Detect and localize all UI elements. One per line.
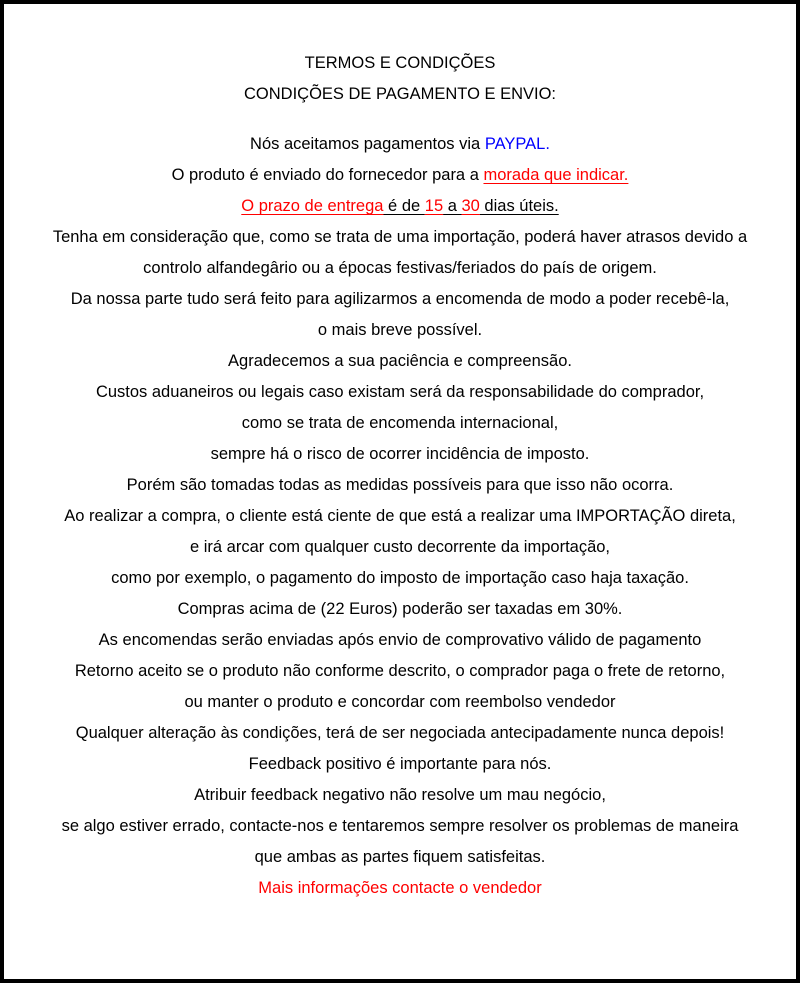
text-segment: Tenha em consideração que, como se trata de uma importação, poderá haver atrasos devido a bbox=[52, 228, 748, 246]
text-segment: sempre há o risco de ocorrer incidência de imposto. bbox=[210, 445, 590, 463]
proof-of-payment-line bbox=[20, 625, 780, 656]
text-segment: Custos aduaneiros ou legais caso existam será da responsabilidade do comprador, bbox=[95, 383, 705, 401]
text-segment: TERMOS E CONDIÇÕES bbox=[304, 54, 496, 72]
import-delay-line-1 bbox=[20, 222, 780, 253]
terms-title bbox=[20, 48, 780, 79]
text-segment: As encomendas serão enviadas após envio de comprovativo válido de pagamento bbox=[98, 631, 702, 649]
text-segment: O produto é enviado do fornecedor para a bbox=[171, 166, 484, 184]
text-segment: Atribuir feedback negativo não resolve um mau negócio, bbox=[194, 786, 606, 804]
return-policy-line-1 bbox=[20, 656, 780, 687]
address-highlight: morada que indicar. bbox=[483, 166, 629, 184]
delivery-time-line bbox=[20, 191, 780, 222]
text-segment: Qualquer alteração às condições, terá de ser negociada antecipadamente nunca depois! bbox=[75, 724, 725, 742]
text-segment: Ao realizar a compra, o cliente está ciente de que está a realizar uma IMPORTAÇÃO direta, bbox=[64, 507, 736, 525]
terms-document bbox=[4, 4, 796, 979]
customs-costs-line-1 bbox=[20, 377, 780, 408]
feedback-line-3 bbox=[20, 811, 780, 842]
text-segment: controlo alfandegârio ou a épocas festivas/feriados do país de origem. bbox=[143, 259, 657, 277]
text-segment: Porém são tomadas todas as medidas possíveis para que isso não ocorra. bbox=[126, 476, 674, 494]
text-segment: Compras acima de (22 Euros) poderão ser taxadas em 30%. bbox=[177, 600, 623, 618]
text-segment: Agradecemos a sua paciência e compreensão. bbox=[228, 352, 572, 370]
changes-line bbox=[20, 718, 780, 749]
shipping-address-line bbox=[20, 160, 780, 191]
text-segment: como se trata de encomenda internacional, bbox=[241, 414, 559, 432]
import-awareness-line-1 bbox=[20, 501, 780, 532]
customs-costs-line-2 bbox=[20, 408, 780, 439]
tax-threshold-line bbox=[20, 594, 780, 625]
customs-costs-line-3 bbox=[20, 439, 780, 470]
import-delay-line-2 bbox=[20, 253, 780, 284]
feedback-line-1 bbox=[20, 749, 780, 780]
text-segment: dias úteis. bbox=[479, 197, 559, 215]
contact-seller-line bbox=[20, 873, 780, 904]
text-segment: ou manter o produto e concordar com reembolso vendedor bbox=[184, 693, 616, 711]
text-segment: e irá arcar com qualquer custo decorrente da importação, bbox=[189, 538, 611, 556]
import-awareness-line-2 bbox=[20, 532, 780, 563]
text-segment: Nós aceitamos pagamentos via bbox=[250, 135, 485, 153]
text-segment: que ambas as partes fiquem satisfeitas. bbox=[254, 848, 546, 866]
text-segment: Feedback positivo é importante para nós. bbox=[248, 755, 552, 773]
text-segment: Retorno aceito se o produto não conforme descrito, o comprador paga o frete de retorno, bbox=[74, 662, 726, 680]
paypal-label: PAYPAL. bbox=[484, 135, 550, 153]
expedite-line-1 bbox=[20, 284, 780, 315]
text-segment: como por exemplo, o pagamento do imposto de importação caso haja taxação. bbox=[111, 569, 689, 587]
measures-line bbox=[20, 470, 780, 501]
text-segment: Da nossa parte tudo será feito para agilizarmos a encomenda de modo a poder recebê-la, bbox=[70, 290, 730, 308]
feedback-line-2 bbox=[20, 780, 780, 811]
contact-seller-highlight: Mais informações contacte o vendedor bbox=[258, 879, 542, 897]
text-segment: o mais breve possível. bbox=[317, 321, 483, 339]
delivery-time-highlight: O prazo de entrega bbox=[241, 197, 384, 215]
min-days: 15 bbox=[424, 197, 444, 215]
thanks-line bbox=[20, 346, 780, 377]
expedite-line-2 bbox=[20, 315, 780, 346]
import-awareness-line-3 bbox=[20, 563, 780, 594]
blank-spacer bbox=[20, 110, 780, 129]
feedback-line-4 bbox=[20, 842, 780, 873]
text-segment: se algo estiver errado, contacte-nos e tentaremos sempre resolver os problemas de maneira bbox=[61, 817, 739, 835]
text-segment: é de bbox=[383, 197, 425, 215]
max-days: 30 bbox=[461, 197, 480, 215]
payment-method-line bbox=[20, 129, 780, 160]
return-policy-line-2 bbox=[20, 687, 780, 718]
payment-conditions-heading bbox=[20, 79, 780, 110]
text-segment: a bbox=[443, 197, 462, 215]
text-segment: CONDIÇÕES DE PAGAMENTO E ENVIO: bbox=[243, 85, 557, 103]
